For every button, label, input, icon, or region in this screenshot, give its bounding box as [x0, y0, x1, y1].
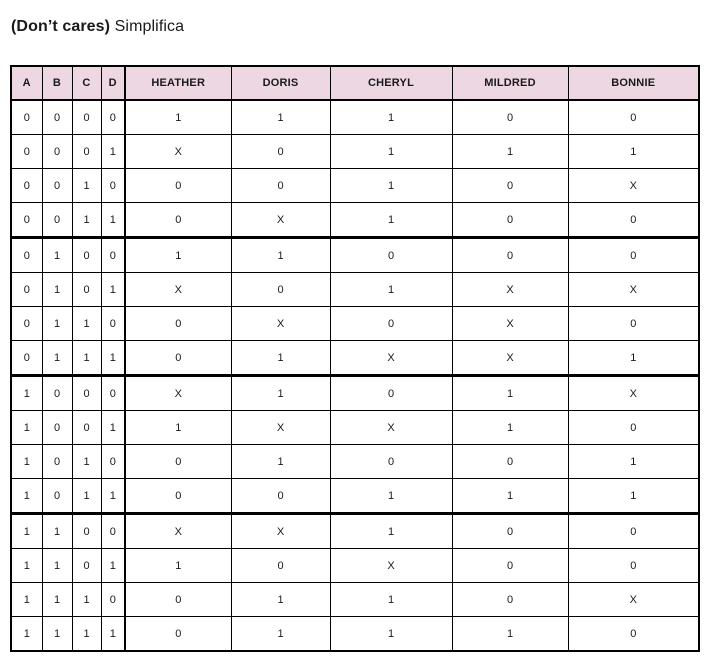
output-value-cell: 0 — [125, 203, 231, 238]
output-value-cell: 0 — [452, 549, 568, 583]
output-value-cell: 1 — [231, 617, 330, 652]
output-value-cell: 0 — [125, 479, 231, 514]
input-bit-cell: 0 — [72, 100, 101, 135]
output-value-cell: 0 — [452, 445, 568, 479]
input-bit-cell: 1 — [72, 445, 101, 479]
output-value-cell: X — [231, 411, 330, 445]
input-bit-cell: 1 — [42, 514, 72, 549]
output-value-cell: X — [452, 341, 568, 376]
truth-table — [10, 65, 700, 652]
page-title-regular: Simplifica — [110, 18, 185, 35]
input-bit-cell: 1 — [101, 273, 125, 307]
input-bit-cell: 0 — [72, 411, 101, 445]
input-bit-cell: 1 — [42, 307, 72, 341]
output-value-cell: 1 — [231, 341, 330, 376]
input-bit-cell: 1 — [42, 238, 72, 273]
output-value-cell: 0 — [568, 203, 699, 238]
input-bit-cell: 0 — [11, 135, 42, 169]
input-bit-cell: 0 — [72, 514, 101, 549]
output-value-cell: X — [452, 307, 568, 341]
output-value-cell: 0 — [125, 617, 231, 652]
output-value-cell: 1 — [231, 583, 330, 617]
output-value-cell: 0 — [568, 307, 699, 341]
output-value-cell: X — [125, 135, 231, 169]
output-value-cell: 1 — [125, 238, 231, 273]
input-bit-cell: 1 — [72, 479, 101, 514]
input-bit-cell: 0 — [101, 514, 125, 549]
output-value-cell: 1 — [330, 169, 452, 203]
output-value-cell: 0 — [231, 479, 330, 514]
input-bit-cell: 1 — [101, 203, 125, 238]
input-bit-cell: 0 — [11, 203, 42, 238]
input-bit-cell: 1 — [72, 341, 101, 376]
input-bit-cell: 1 — [101, 617, 125, 652]
input-bit-cell: 0 — [101, 100, 125, 135]
input-bit-cell: 1 — [72, 169, 101, 203]
output-value-cell: 0 — [568, 100, 699, 135]
column-header-heather: HEATHER — [125, 66, 231, 100]
output-value-cell: 1 — [330, 583, 452, 617]
output-value-cell: 1 — [452, 479, 568, 514]
output-value-cell: 0 — [231, 135, 330, 169]
output-value-cell: X — [231, 514, 330, 549]
output-value-cell: 0 — [231, 169, 330, 203]
output-value-cell: 1 — [568, 445, 699, 479]
output-value-cell: 0 — [568, 617, 699, 652]
output-value-cell: 0 — [125, 169, 231, 203]
column-header-a: A — [11, 66, 42, 100]
input-bit-cell: 0 — [101, 445, 125, 479]
output-value-cell: 0 — [330, 376, 452, 411]
table-row — [11, 479, 699, 514]
input-bit-cell: 0 — [11, 307, 42, 341]
input-bit-cell: 1 — [101, 341, 125, 376]
output-value-cell: X — [568, 273, 699, 307]
input-bit-cell: 0 — [11, 100, 42, 135]
input-bit-cell: 0 — [11, 273, 42, 307]
input-bit-cell: 1 — [101, 411, 125, 445]
output-value-cell: X — [125, 514, 231, 549]
output-value-cell: X — [568, 583, 699, 617]
input-bit-cell: 1 — [11, 549, 42, 583]
output-value-cell: 0 — [568, 411, 699, 445]
output-value-cell: X — [231, 203, 330, 238]
input-bit-cell: 1 — [11, 376, 42, 411]
output-value-cell: 0 — [330, 238, 452, 273]
column-header-mildred: MILDRED — [452, 66, 568, 100]
input-bit-cell: 1 — [11, 411, 42, 445]
output-value-cell: 1 — [452, 135, 568, 169]
output-value-cell: 1 — [125, 549, 231, 583]
input-bit-cell: 0 — [72, 273, 101, 307]
table-row — [11, 617, 699, 652]
output-value-cell: 1 — [231, 100, 330, 135]
table-row — [11, 445, 699, 479]
input-bit-cell: 0 — [42, 169, 72, 203]
input-bit-cell: 0 — [42, 479, 72, 514]
output-value-cell: X — [330, 341, 452, 376]
table-row — [11, 203, 699, 238]
output-value-cell: X — [330, 549, 452, 583]
input-bit-cell: 0 — [11, 169, 42, 203]
table-row — [11, 273, 699, 307]
input-bit-cell: 1 — [42, 273, 72, 307]
output-value-cell: 1 — [125, 100, 231, 135]
input-bit-cell: 0 — [72, 135, 101, 169]
table-row — [11, 514, 699, 549]
output-value-cell: X — [125, 376, 231, 411]
output-value-cell: 1 — [231, 445, 330, 479]
table-row — [11, 341, 699, 376]
input-bit-cell: 0 — [101, 169, 125, 203]
input-bit-cell: 1 — [11, 479, 42, 514]
page-title — [11, 18, 184, 36]
output-value-cell: 0 — [231, 273, 330, 307]
input-bit-cell: 1 — [42, 549, 72, 583]
output-value-cell: X — [330, 411, 452, 445]
output-value-cell: 0 — [330, 445, 452, 479]
input-bit-cell: 0 — [11, 341, 42, 376]
table-row — [11, 549, 699, 583]
column-header-d: D — [101, 66, 125, 100]
output-value-cell: 0 — [125, 445, 231, 479]
input-bit-cell: 0 — [11, 238, 42, 273]
output-value-cell: 1 — [568, 341, 699, 376]
input-bit-cell: 1 — [42, 341, 72, 376]
output-value-cell: X — [568, 376, 699, 411]
table-row — [11, 307, 699, 341]
output-value-cell: 0 — [452, 100, 568, 135]
input-bit-cell: 1 — [101, 549, 125, 583]
input-bit-cell: 1 — [72, 307, 101, 341]
output-value-cell: 1 — [330, 479, 452, 514]
output-value-cell: 0 — [568, 514, 699, 549]
table-row — [11, 238, 699, 273]
output-value-cell: 0 — [330, 307, 452, 341]
table-row — [11, 376, 699, 411]
input-bit-cell: 0 — [72, 549, 101, 583]
input-bit-cell: 1 — [42, 583, 72, 617]
output-value-cell: 0 — [568, 549, 699, 583]
input-bit-cell: 1 — [11, 617, 42, 652]
input-bit-cell: 0 — [101, 583, 125, 617]
output-value-cell: 1 — [452, 411, 568, 445]
input-bit-cell: 1 — [11, 445, 42, 479]
output-value-cell: 1 — [452, 617, 568, 652]
output-value-cell: X — [125, 273, 231, 307]
output-value-cell: 0 — [452, 169, 568, 203]
table-row — [11, 169, 699, 203]
column-header-b: B — [42, 66, 72, 100]
table-row — [11, 583, 699, 617]
input-bit-cell: 0 — [42, 411, 72, 445]
input-bit-cell: 1 — [72, 203, 101, 238]
input-bit-cell: 0 — [42, 203, 72, 238]
table-row — [11, 411, 699, 445]
column-header-cheryl: CHERYL — [330, 66, 452, 100]
output-value-cell: 0 — [452, 583, 568, 617]
table-header — [11, 66, 699, 100]
output-value-cell: X — [568, 169, 699, 203]
input-bit-cell: 0 — [72, 376, 101, 411]
input-bit-cell: 1 — [11, 514, 42, 549]
column-header-doris: DORIS — [231, 66, 330, 100]
output-value-cell: 1 — [452, 376, 568, 411]
output-value-cell: 1 — [568, 479, 699, 514]
output-value-cell: 1 — [330, 203, 452, 238]
column-header-bonnie: BONNIE — [568, 66, 699, 100]
input-bit-cell: 0 — [42, 376, 72, 411]
page-title-bold: (Don’t cares) — [11, 18, 111, 35]
input-bit-cell: 0 — [42, 135, 72, 169]
output-value-cell: 1 — [125, 411, 231, 445]
input-bit-cell: 0 — [101, 307, 125, 341]
input-bit-cell: 0 — [42, 445, 72, 479]
input-bit-cell: 0 — [101, 238, 125, 273]
table-row — [11, 135, 699, 169]
input-bit-cell: 1 — [101, 135, 125, 169]
output-value-cell: X — [452, 273, 568, 307]
output-value-cell: X — [231, 307, 330, 341]
input-bit-cell: 0 — [72, 238, 101, 273]
output-value-cell: 1 — [330, 100, 452, 135]
output-value-cell: 1 — [231, 376, 330, 411]
output-value-cell: 0 — [125, 341, 231, 376]
table-body — [11, 100, 699, 651]
input-bit-cell: 0 — [42, 100, 72, 135]
input-bit-cell: 1 — [101, 479, 125, 514]
output-value-cell: 0 — [231, 549, 330, 583]
output-value-cell: 1 — [330, 514, 452, 549]
output-value-cell: 1 — [568, 135, 699, 169]
output-value-cell: 0 — [452, 203, 568, 238]
input-bit-cell: 0 — [101, 376, 125, 411]
output-value-cell: 0 — [568, 238, 699, 273]
column-header-c: C — [72, 66, 101, 100]
output-value-cell: 1 — [330, 135, 452, 169]
header-row — [11, 66, 699, 100]
input-bit-cell: 1 — [11, 583, 42, 617]
output-value-cell: 0 — [125, 583, 231, 617]
output-value-cell: 0 — [452, 238, 568, 273]
input-bit-cell: 1 — [42, 617, 72, 652]
output-value-cell: 0 — [125, 307, 231, 341]
output-value-cell: 1 — [330, 617, 452, 652]
table-row — [11, 100, 699, 135]
output-value-cell: 1 — [330, 273, 452, 307]
input-bit-cell: 1 — [72, 583, 101, 617]
input-bit-cell: 1 — [72, 617, 101, 652]
output-value-cell: 0 — [452, 514, 568, 549]
output-value-cell: 1 — [231, 238, 330, 273]
